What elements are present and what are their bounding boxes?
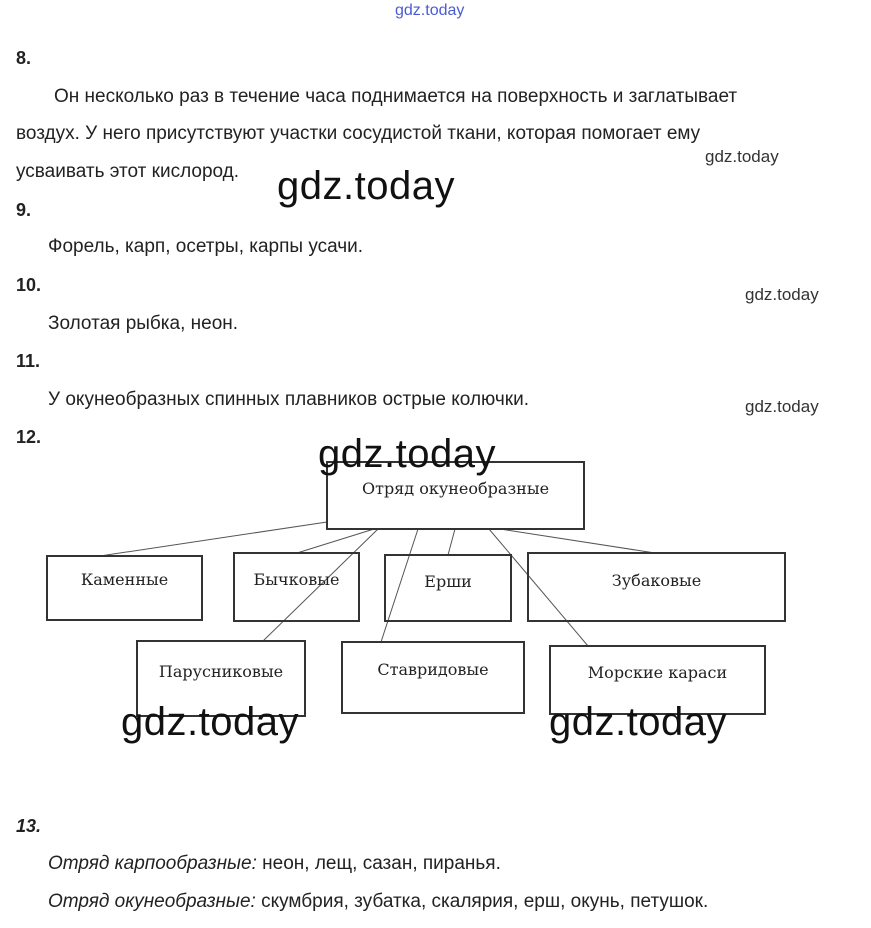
diagram-box-label: Каменные bbox=[80, 569, 169, 589]
diagram-box-label: Ерши bbox=[424, 571, 472, 591]
question-8-line-1: Он несколько раз в течение часа поднимается на поверхность и заглатывает bbox=[54, 86, 738, 107]
question-10-number: 10. bbox=[16, 275, 42, 295]
watermark-small: gdz.today bbox=[745, 285, 819, 304]
row-label: Отряд окунеобразные: bbox=[48, 891, 256, 912]
diagram-box-label: Бычковые bbox=[253, 569, 340, 589]
question-13-number: 13. bbox=[16, 816, 42, 836]
question-9-answer: Форель, карп, осетры, карпы усачи. bbox=[48, 236, 364, 257]
question-13-row-2 bbox=[48, 891, 708, 913]
diagram-box-label: Ставридовые bbox=[377, 660, 489, 679]
watermark-small: gdz.today bbox=[745, 397, 819, 416]
diagram-box-stavridovye bbox=[341, 641, 525, 714]
watermark-large: gdz.today bbox=[277, 164, 455, 208]
question-10-answer: Золотая рыбка, неон. bbox=[48, 313, 239, 334]
diagram-box-bychkovye bbox=[233, 552, 360, 622]
diagram-box-label: Морские караси bbox=[587, 662, 728, 682]
question-8-number: 8. bbox=[16, 48, 32, 68]
row-value: скумбрия, зубатка, скалярия, ерш, окунь, петушок. bbox=[255, 891, 709, 912]
diagram-root-label: Отряд окунеобразные bbox=[361, 479, 550, 498]
diagram-box-kamennye bbox=[46, 555, 203, 621]
question-11-answer: У окунеобразных спинных плавников острые колючки. bbox=[48, 389, 529, 410]
question-13-row-1 bbox=[48, 853, 501, 875]
connector-kamennye bbox=[100, 522, 327, 556]
diagram-box-label: Зубаковые bbox=[611, 570, 702, 590]
diagram-box-label: Парусниковые bbox=[158, 662, 284, 681]
question-12-number: 12. bbox=[16, 427, 42, 447]
question-8-line-3: усваивать этот кислород. bbox=[16, 161, 240, 182]
connector-bychkovye bbox=[297, 529, 374, 553]
row-value: неон, лещ, сазан, пиранья. bbox=[256, 853, 501, 874]
watermark-large: gdz.today bbox=[318, 432, 496, 476]
row-label: Отряд карпообразные: bbox=[48, 853, 257, 874]
watermark-large: gdz.today bbox=[549, 700, 727, 744]
connector-zubakovye bbox=[500, 529, 655, 553]
watermark-small: gdz.today bbox=[705, 147, 779, 166]
diagram-box-ershi bbox=[384, 554, 512, 622]
connector-ershi bbox=[448, 529, 455, 555]
watermark-top: gdz.today bbox=[395, 2, 465, 19]
question-11-number: 11. bbox=[16, 351, 41, 371]
watermark-large: gdz.today bbox=[121, 700, 299, 744]
question-9-number: 9. bbox=[16, 200, 32, 220]
question-8-line-2: воздух. У него присутствуют участки сосудистой ткани, которая помогает ему bbox=[16, 123, 701, 144]
diagram-box-zubakovye bbox=[527, 552, 786, 622]
